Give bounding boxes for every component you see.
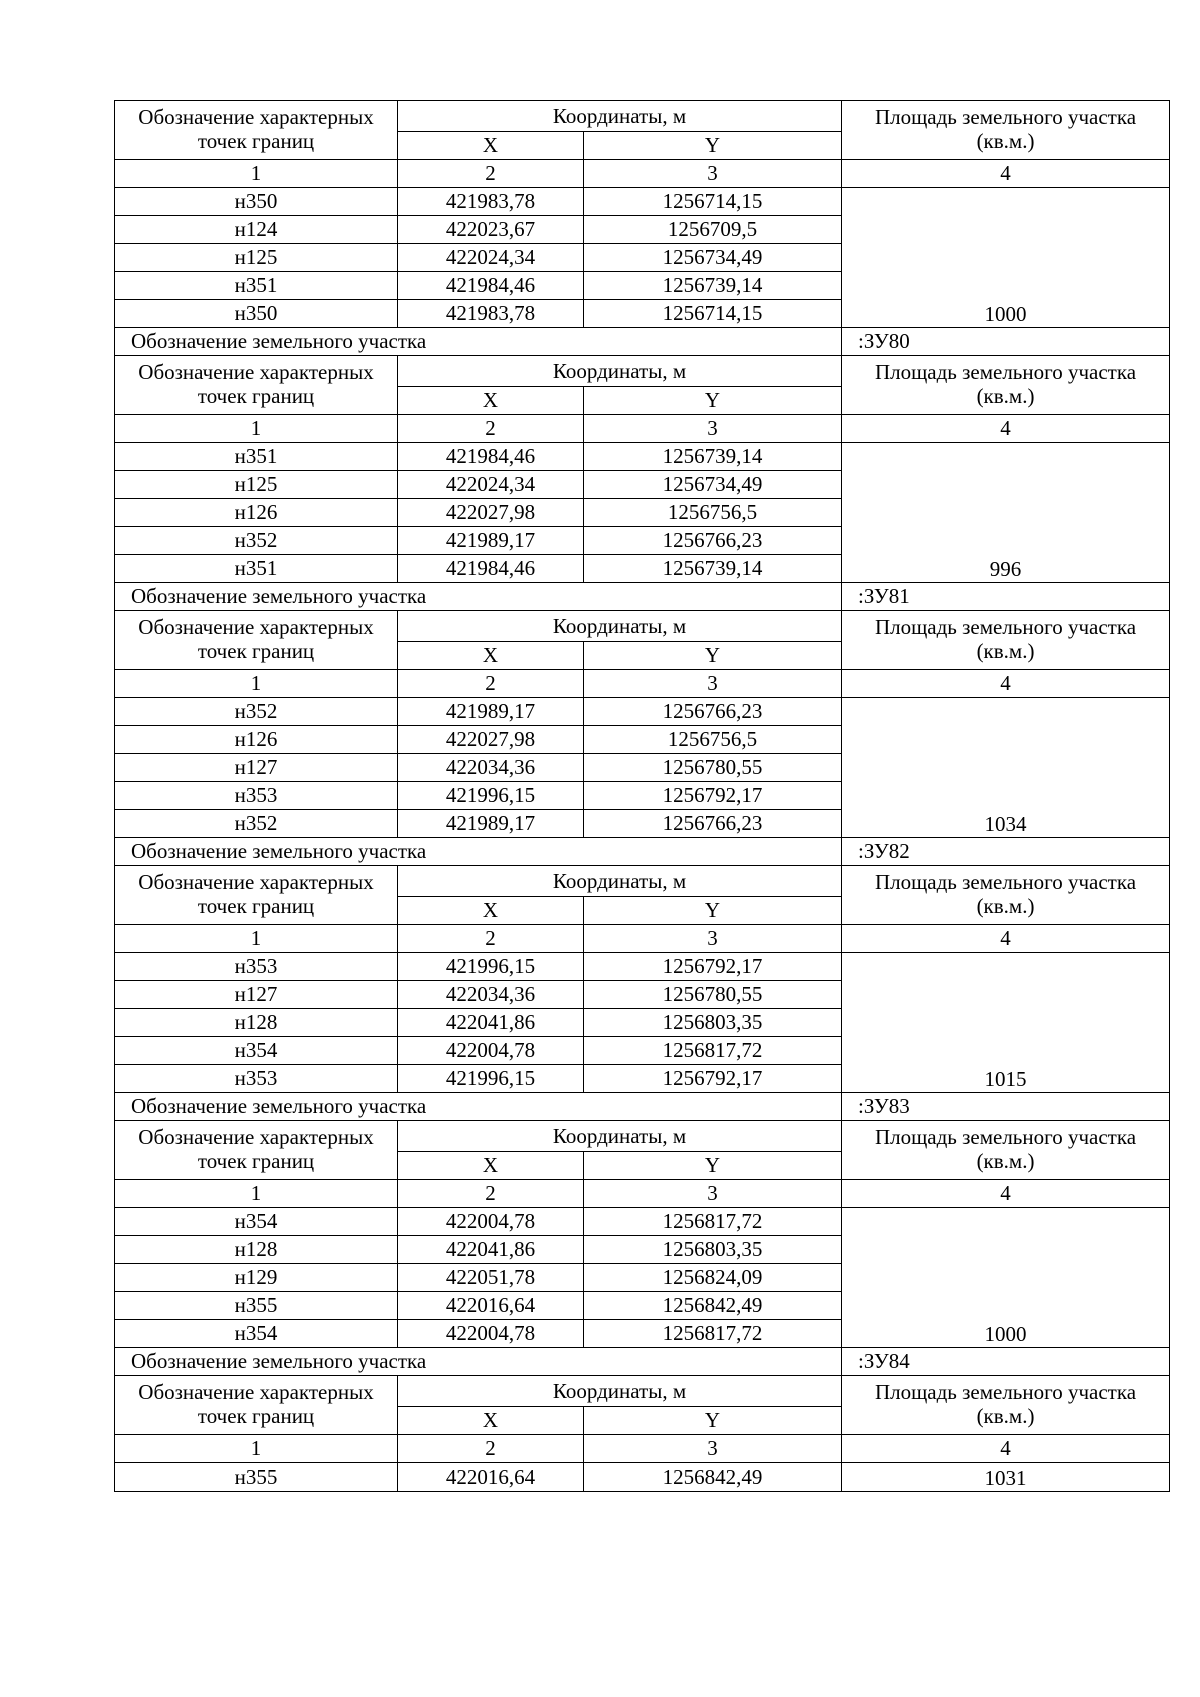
table-row: [115, 953, 1170, 981]
point-name: н129: [115, 1264, 398, 1292]
coords-header: Координаты, м: [398, 356, 842, 387]
y-coordinate: 1256842,49: [584, 1463, 842, 1492]
y-coordinate: 1256780,55: [584, 981, 842, 1009]
point-name: н127: [115, 754, 398, 782]
point-name: н354: [115, 1037, 398, 1065]
plot-area: 1000: [842, 188, 1170, 328]
plot-code: :ЗУ80: [842, 328, 1170, 356]
points-header: Обозначение характерных точек границ: [115, 101, 398, 160]
y-coordinate: 1256714,15: [584, 188, 842, 216]
column-number: 2: [398, 925, 584, 953]
table-row: [115, 443, 1170, 471]
x-coordinate: 421996,15: [398, 953, 584, 981]
point-name: н351: [115, 443, 398, 471]
plot-label-row: [115, 1348, 1170, 1376]
column-number: 3: [584, 160, 842, 188]
column-number: 4: [842, 160, 1170, 188]
column-number-row: [115, 670, 1170, 698]
y-header: Y: [584, 387, 842, 415]
area-header: Площадь земельного участка (кв.м.): [842, 101, 1170, 160]
column-number: 4: [842, 1180, 1170, 1208]
column-number: 3: [584, 1435, 842, 1463]
x-coordinate: 421984,46: [398, 272, 584, 300]
x-header: X: [398, 642, 584, 670]
column-number: 3: [584, 1180, 842, 1208]
plot-label-row: [115, 583, 1170, 611]
point-name: н355: [115, 1463, 398, 1492]
points-header: Обозначение характерных точек границ: [115, 866, 398, 925]
x-coordinate: 421989,17: [398, 810, 584, 838]
x-coordinate: 421984,46: [398, 555, 584, 583]
coordinates-table: [114, 100, 1170, 1492]
x-coordinate: 421983,78: [398, 188, 584, 216]
header-row: [115, 611, 1170, 642]
column-number: 4: [842, 925, 1170, 953]
x-coordinate: 422016,64: [398, 1463, 584, 1492]
point-name: н353: [115, 953, 398, 981]
x-coordinate: 422041,86: [398, 1236, 584, 1264]
points-header: Обозначение характерных точек границ: [115, 611, 398, 670]
x-coordinate: 422051,78: [398, 1264, 584, 1292]
point-name: н124: [115, 216, 398, 244]
y-coordinate: 1256709,5: [584, 216, 842, 244]
plot-area: 1031: [842, 1463, 1170, 1492]
x-header: X: [398, 387, 584, 415]
area-header: Площадь земельного участка (кв.м.): [842, 1376, 1170, 1435]
plot-code: :ЗУ81: [842, 583, 1170, 611]
point-name: н354: [115, 1320, 398, 1348]
y-header: Y: [584, 1407, 842, 1435]
header-row: [115, 356, 1170, 387]
y-coordinate: 1256739,14: [584, 443, 842, 471]
coords-header: Координаты, м: [398, 866, 842, 897]
y-coordinate: 1256792,17: [584, 953, 842, 981]
column-number-row: [115, 160, 1170, 188]
header-row: [115, 1376, 1170, 1407]
coords-header: Координаты, м: [398, 1376, 842, 1407]
column-number: 4: [842, 415, 1170, 443]
x-coordinate: 422027,98: [398, 726, 584, 754]
header-row: [115, 1121, 1170, 1152]
y-coordinate: 1256792,17: [584, 1065, 842, 1093]
plot-label-text: Обозначение земельного участка: [115, 583, 842, 611]
area-header: Площадь земельного участка (кв.м.): [842, 611, 1170, 670]
y-coordinate: 1256817,72: [584, 1320, 842, 1348]
x-coordinate: 422004,78: [398, 1208, 584, 1236]
x-coordinate: 421984,46: [398, 443, 584, 471]
x-coordinate: 422034,36: [398, 981, 584, 1009]
point-name: н350: [115, 188, 398, 216]
column-number: 1: [115, 925, 398, 953]
plot-label-row: [115, 328, 1170, 356]
y-coordinate: 1256734,49: [584, 244, 842, 272]
y-coordinate: 1256842,49: [584, 1292, 842, 1320]
y-header: Y: [584, 1152, 842, 1180]
plot-label-text: Обозначение земельного участка: [115, 838, 842, 866]
plot-code: :ЗУ83: [842, 1093, 1170, 1121]
point-name: н127: [115, 981, 398, 1009]
column-number: 2: [398, 415, 584, 443]
column-number: 1: [115, 415, 398, 443]
y-coordinate: 1256803,35: [584, 1236, 842, 1264]
point-name: н353: [115, 782, 398, 810]
plot-label-text: Обозначение земельного участка: [115, 1093, 842, 1121]
points-header: Обозначение характерных точек границ: [115, 1121, 398, 1180]
x-header: X: [398, 1152, 584, 1180]
point-name: н351: [115, 272, 398, 300]
y-coordinate: 1256817,72: [584, 1037, 842, 1065]
column-number: 3: [584, 670, 842, 698]
y-coordinate: 1256714,15: [584, 300, 842, 328]
point-name: н352: [115, 527, 398, 555]
area-header: Площадь земельного участка (кв.м.): [842, 1121, 1170, 1180]
plot-area: 1034: [842, 698, 1170, 838]
x-coordinate: 422024,34: [398, 244, 584, 272]
y-coordinate: 1256756,5: [584, 726, 842, 754]
column-number: 4: [842, 1435, 1170, 1463]
y-coordinate: 1256739,14: [584, 272, 842, 300]
coordinates-table-body: [115, 101, 1170, 1492]
point-name: н351: [115, 555, 398, 583]
y-header: Y: [584, 642, 842, 670]
x-coordinate: 422004,78: [398, 1320, 584, 1348]
y-header: Y: [584, 897, 842, 925]
point-name: н355: [115, 1292, 398, 1320]
header-row: [115, 866, 1170, 897]
column-number: 2: [398, 1435, 584, 1463]
point-name: н353: [115, 1065, 398, 1093]
y-coordinate: 1256824,09: [584, 1264, 842, 1292]
area-header: Площадь земельного участка (кв.м.): [842, 356, 1170, 415]
plot-area: 1015: [842, 953, 1170, 1093]
y-coordinate: 1256766,23: [584, 527, 842, 555]
table-row: [115, 1208, 1170, 1236]
y-coordinate: 1256803,35: [584, 1009, 842, 1037]
plot-code: :ЗУ84: [842, 1348, 1170, 1376]
points-header: Обозначение характерных точек границ: [115, 356, 398, 415]
x-header: X: [398, 897, 584, 925]
x-coordinate: 422023,67: [398, 216, 584, 244]
y-coordinate: 1256792,17: [584, 782, 842, 810]
x-coordinate: 422041,86: [398, 1009, 584, 1037]
plot-code: :ЗУ82: [842, 838, 1170, 866]
coords-header: Координаты, м: [398, 611, 842, 642]
column-number: 1: [115, 1435, 398, 1463]
column-number-row: [115, 415, 1170, 443]
x-coordinate: 422027,98: [398, 499, 584, 527]
x-coordinate: 421996,15: [398, 1065, 584, 1093]
point-name: н352: [115, 810, 398, 838]
column-number: 1: [115, 160, 398, 188]
column-number-row: [115, 925, 1170, 953]
x-coordinate: 421989,17: [398, 527, 584, 555]
y-coordinate: 1256756,5: [584, 499, 842, 527]
column-number: 1: [115, 1180, 398, 1208]
plot-label-text: Обозначение земельного участка: [115, 1348, 842, 1376]
column-number: 2: [398, 160, 584, 188]
column-number: 2: [398, 670, 584, 698]
y-coordinate: 1256734,49: [584, 471, 842, 499]
column-number-row: [115, 1180, 1170, 1208]
x-coordinate: 422016,64: [398, 1292, 584, 1320]
column-number: 2: [398, 1180, 584, 1208]
point-name: н126: [115, 499, 398, 527]
y-coordinate: 1256817,72: [584, 1208, 842, 1236]
y-coordinate: 1256766,23: [584, 698, 842, 726]
plot-area: 1000: [842, 1208, 1170, 1348]
x-coordinate: 422004,78: [398, 1037, 584, 1065]
point-name: н125: [115, 244, 398, 272]
plot-label-row: [115, 838, 1170, 866]
point-name: н350: [115, 300, 398, 328]
x-coordinate: 421983,78: [398, 300, 584, 328]
point-name: н126: [115, 726, 398, 754]
header-row: [115, 101, 1170, 132]
point-name: н125: [115, 471, 398, 499]
coords-header: Координаты, м: [398, 1121, 842, 1152]
x-coordinate: 422034,36: [398, 754, 584, 782]
x-header: X: [398, 132, 584, 160]
plot-area: 996: [842, 443, 1170, 583]
x-coordinate: 421996,15: [398, 782, 584, 810]
y-coordinate: 1256739,14: [584, 555, 842, 583]
table-row: [115, 1463, 1170, 1492]
column-number: 3: [584, 415, 842, 443]
point-name: н128: [115, 1009, 398, 1037]
point-name: н354: [115, 1208, 398, 1236]
x-coordinate: 422024,34: [398, 471, 584, 499]
column-number-row: [115, 1435, 1170, 1463]
coords-header: Координаты, м: [398, 101, 842, 132]
plot-label-row: [115, 1093, 1170, 1121]
x-header: X: [398, 1407, 584, 1435]
y-coordinate: 1256780,55: [584, 754, 842, 782]
column-number: 1: [115, 670, 398, 698]
plot-label-text: Обозначение земельного участка: [115, 328, 842, 356]
y-header: Y: [584, 132, 842, 160]
table-row: [115, 698, 1170, 726]
point-name: н352: [115, 698, 398, 726]
table-row: [115, 188, 1170, 216]
column-number: 3: [584, 925, 842, 953]
point-name: н128: [115, 1236, 398, 1264]
x-coordinate: 421989,17: [398, 698, 584, 726]
column-number: 4: [842, 670, 1170, 698]
area-header: Площадь земельного участка (кв.м.): [842, 866, 1170, 925]
points-header: Обозначение характерных точек границ: [115, 1376, 398, 1435]
y-coordinate: 1256766,23: [584, 810, 842, 838]
